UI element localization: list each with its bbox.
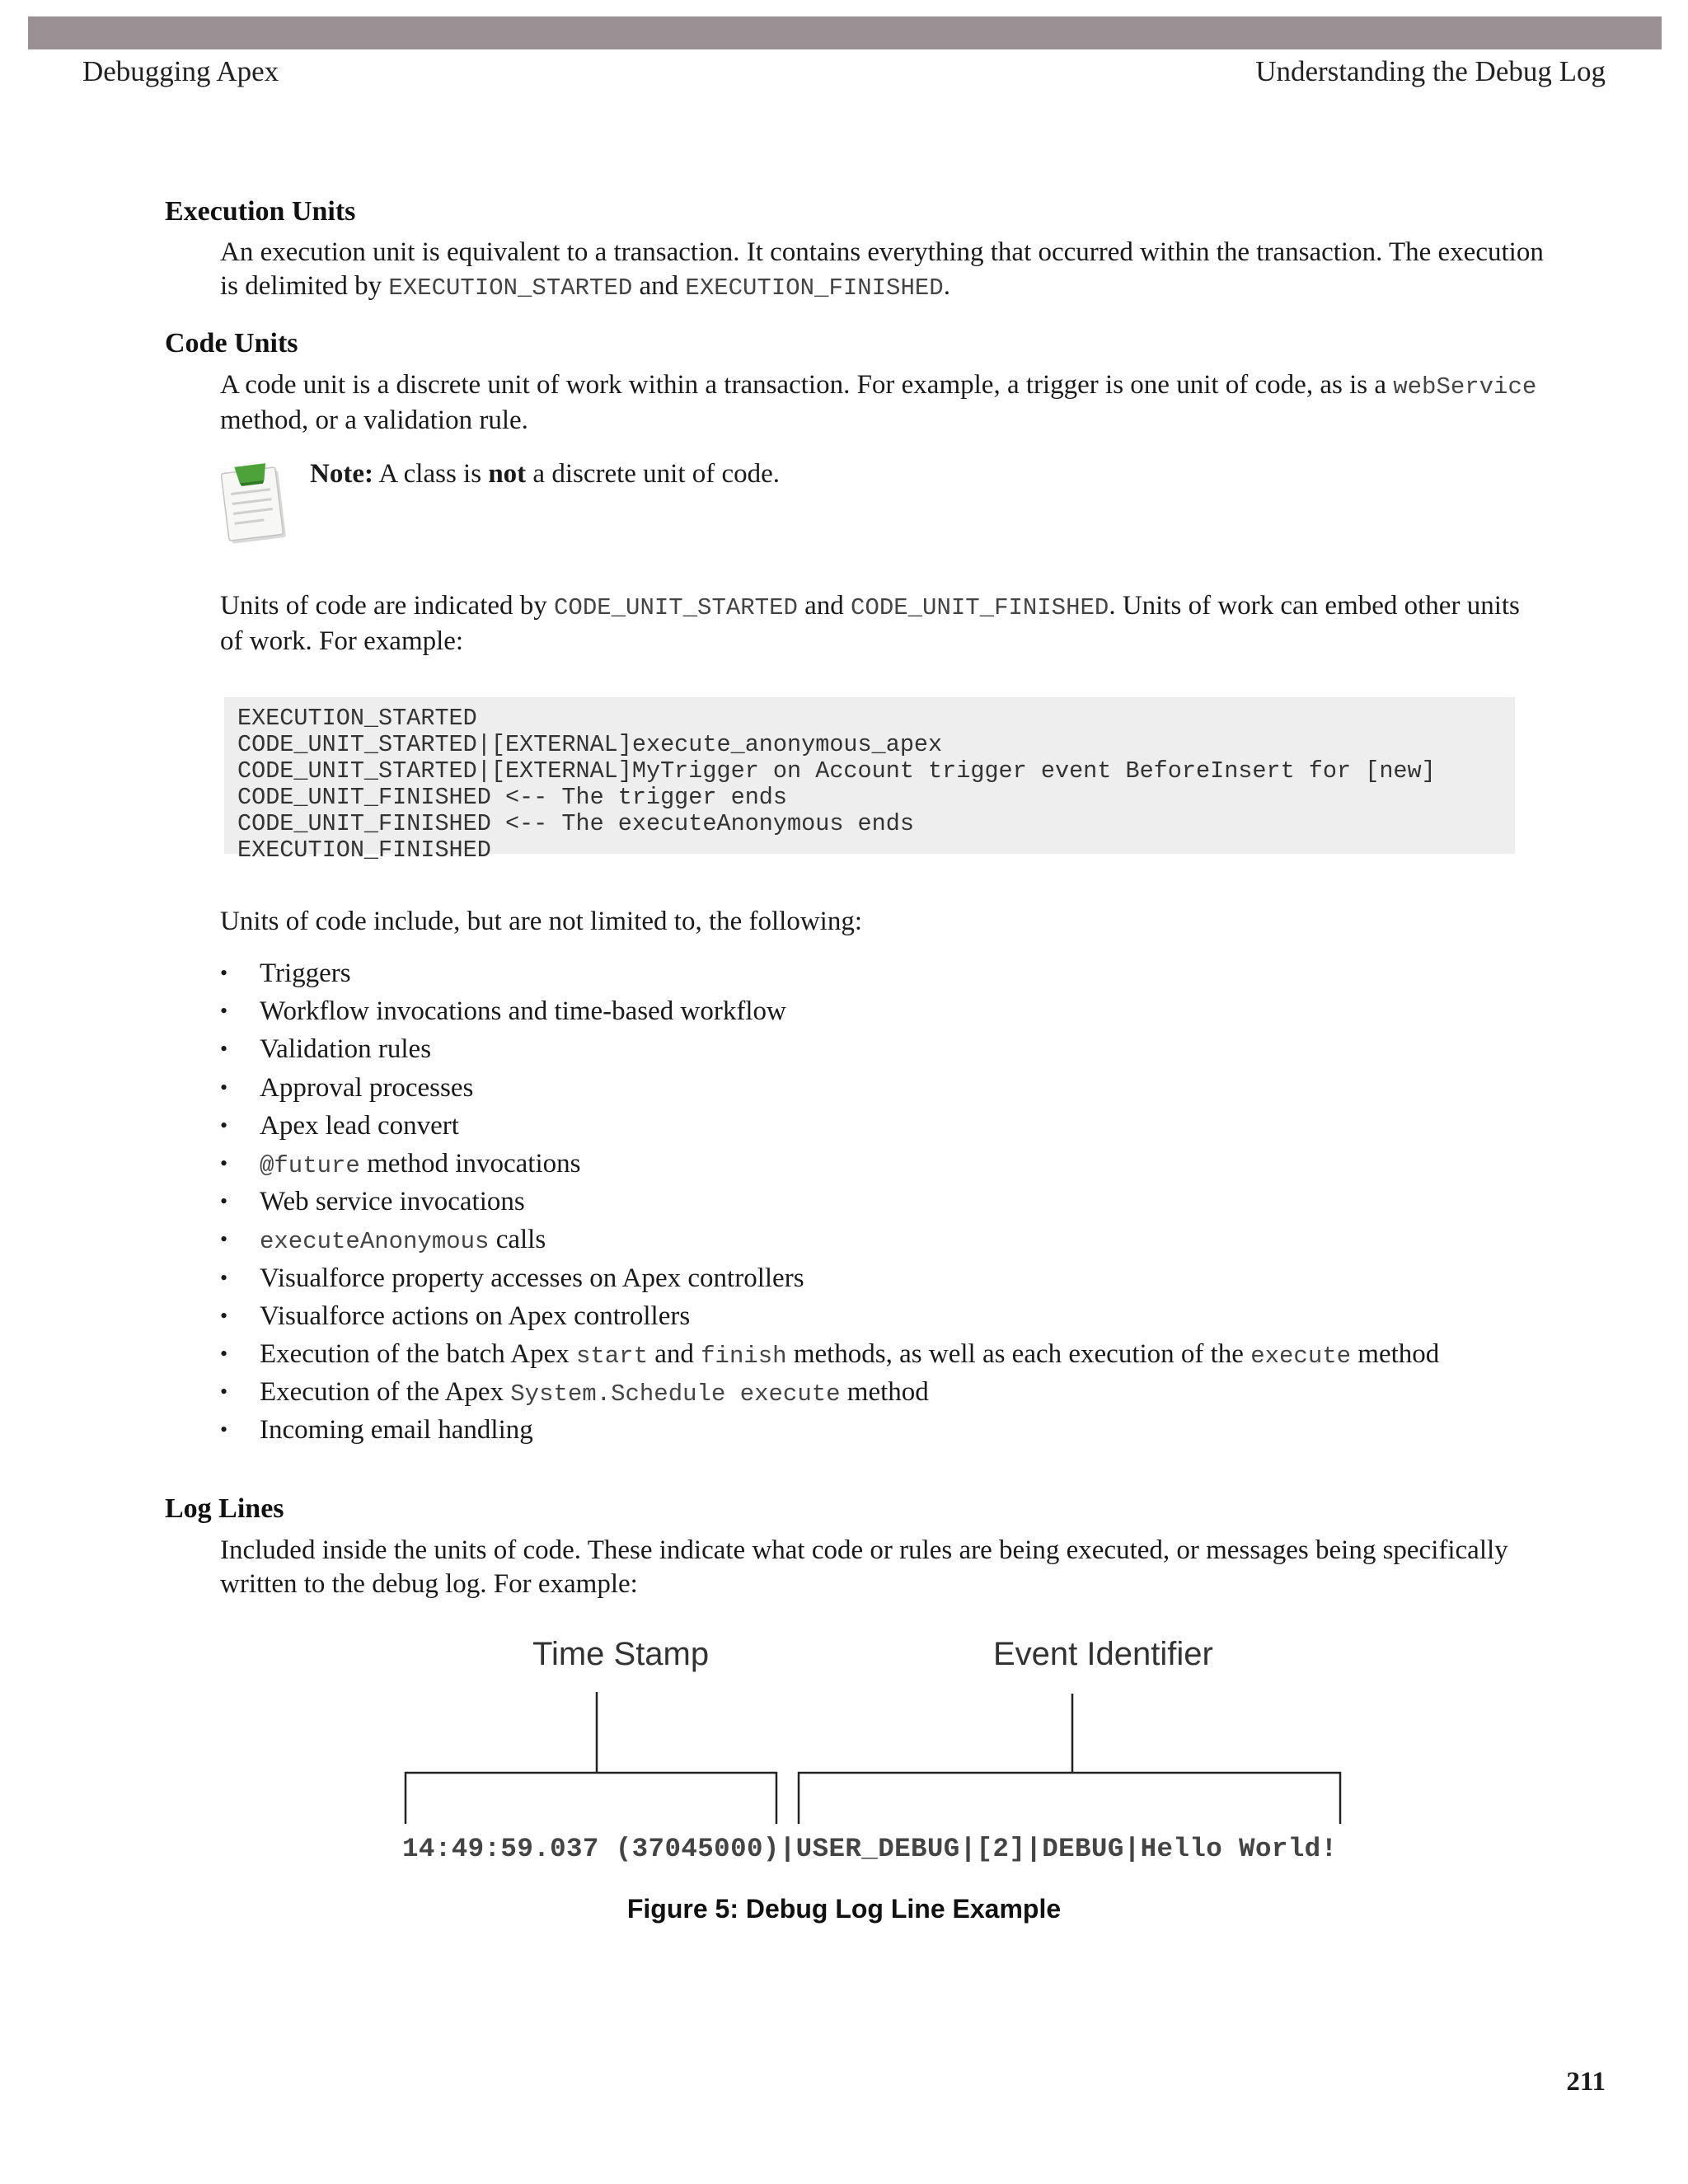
execution-finished-code: EXECUTION_FINISHED: [685, 274, 944, 302]
list-item-text: and: [647, 1338, 701, 1369]
units-of-code-list: [220, 954, 1439, 1449]
list-item: • Approval processes: [220, 1069, 1439, 1107]
code-units-paragraph: [220, 368, 1547, 438]
units-indicated-paragraph: [220, 589, 1547, 658]
log-lines-heading: Log Lines: [165, 1493, 284, 1524]
code-unit-started-code: CODE_UNIT_STARTED: [554, 594, 798, 621]
list-item-text: method: [1351, 1338, 1440, 1369]
page-number: 211: [1566, 2067, 1606, 2097]
note-text-1: A class is: [373, 459, 489, 489]
list-item: • Workflow invocations and time-based workflow: [220, 992, 1439, 1030]
code-line: CODE_UNIT_STARTED|[EXTERNAL]execute_anonymous_apex: [237, 731, 943, 758]
figure-caption: Figure 5: Debug Log Line Example: [626, 1894, 1062, 1924]
list-item: [220, 1373, 1439, 1411]
webservice-code: webService: [1393, 373, 1537, 401]
header-chapter-title: Debugging Apex: [82, 55, 279, 87]
list-item: • Visualforce actions on Apex controllers: [220, 1297, 1439, 1335]
list-item: • Validation rules: [220, 1030, 1439, 1068]
list-item-text: Execution of the Apex: [260, 1377, 511, 1408]
note-bold-not: not: [488, 459, 527, 489]
units-indicated-text: Units of code are indicated by: [220, 591, 555, 621]
list-item: [220, 1221, 1439, 1258]
code-line: CODE_UNIT_STARTED|[EXTERNAL]MyTrigger on Account trigger event BeforeInsert for [new]: [237, 757, 1436, 785]
list-item: [220, 1145, 1439, 1183]
execute-code: execute: [1250, 1342, 1352, 1370]
execution-units-text: An execution unit is equivalent to a transaction. It contains everything that occurred within the transaction. The execution is delimited by: [220, 237, 1544, 301]
timestamp-label: Time Stamp: [532, 1636, 710, 1672]
log-lines-paragraph: Included inside the units of code. These indicate what code or rules are being executed, or messages being specifically written to the debug log. For example:: [220, 1535, 1508, 1599]
code-line: CODE_UNIT_FINISHED <-- The trigger ends: [237, 784, 788, 811]
note-icon: [221, 462, 290, 547]
code-line: EXECUTION_STARTED: [237, 705, 477, 732]
list-item-text: calls: [489, 1225, 546, 1255]
code-units-heading: Code Units: [165, 328, 298, 359]
event-identifier-label: Event Identifier: [993, 1636, 1213, 1672]
header-section-title: Understanding the Debug Log: [1255, 55, 1606, 87]
note-text: [310, 457, 780, 490]
header-bar: [28, 16, 1662, 49]
code-unit-finished-code: CODE_UNIT_FINISHED: [851, 594, 1109, 621]
figure-bracket-lines: [396, 1636, 1368, 1834]
code-units-text: A code unit is a discrete unit of work within a transaction. For example, a trigger is one unit of code, as is a: [220, 370, 1394, 400]
units-include-paragraph: Units of code include, but are not limited to, the following:: [220, 907, 863, 936]
future-code: @future: [260, 1151, 360, 1179]
code-example-block: [224, 697, 1515, 864]
code-units-text-end: method, or a validation rule.: [220, 405, 528, 435]
code-line: CODE_UNIT_FINISHED <-- The executeAnonymous ends: [237, 810, 914, 837]
note-text-2: a discrete unit of code.: [526, 459, 781, 489]
log-line-example: 14:49:59.037 (37045000)|USER_DEBUG|[2]|DEBUG|Hello World!: [402, 1834, 1338, 1864]
system-schedule-code: System.Schedule execute: [510, 1380, 841, 1408]
list-item: • Incoming email handling: [220, 1411, 1439, 1449]
execution-units-and: and: [632, 271, 686, 301]
note-label: Note:: [310, 459, 373, 489]
debug-log-line-figure: [396, 1636, 1368, 1891]
units-indicated-and: and: [797, 591, 851, 621]
list-item-text: method invocations: [359, 1148, 581, 1179]
list-item: [220, 1335, 1439, 1373]
code-line: EXECUTION_FINISHED: [237, 837, 491, 864]
list-item: • Triggers: [220, 954, 1439, 992]
execution-units-heading: Execution Units: [165, 196, 356, 227]
execution-started-code: EXECUTION_STARTED: [388, 274, 633, 302]
list-item-text: Execution of the batch Apex: [260, 1338, 576, 1369]
execution-units-paragraph: [220, 236, 1547, 305]
execute-anonymous-code: executeAnonymous: [260, 1228, 490, 1256]
list-item-text: methods, as well as each execution of the: [786, 1338, 1251, 1369]
list-item: • Visualforce property accesses on Apex controllers: [220, 1259, 1439, 1297]
execution-units-period: .: [943, 271, 950, 301]
finish-code: finish: [701, 1342, 787, 1370]
units-indicated-text-end: . Units of work can embed other units of work. For example:: [220, 591, 1520, 656]
list-item: • Web service invocations: [220, 1183, 1439, 1221]
list-item-text: method: [840, 1377, 929, 1408]
list-item: • Apex lead convert: [220, 1107, 1439, 1145]
start-code: start: [575, 1342, 648, 1370]
